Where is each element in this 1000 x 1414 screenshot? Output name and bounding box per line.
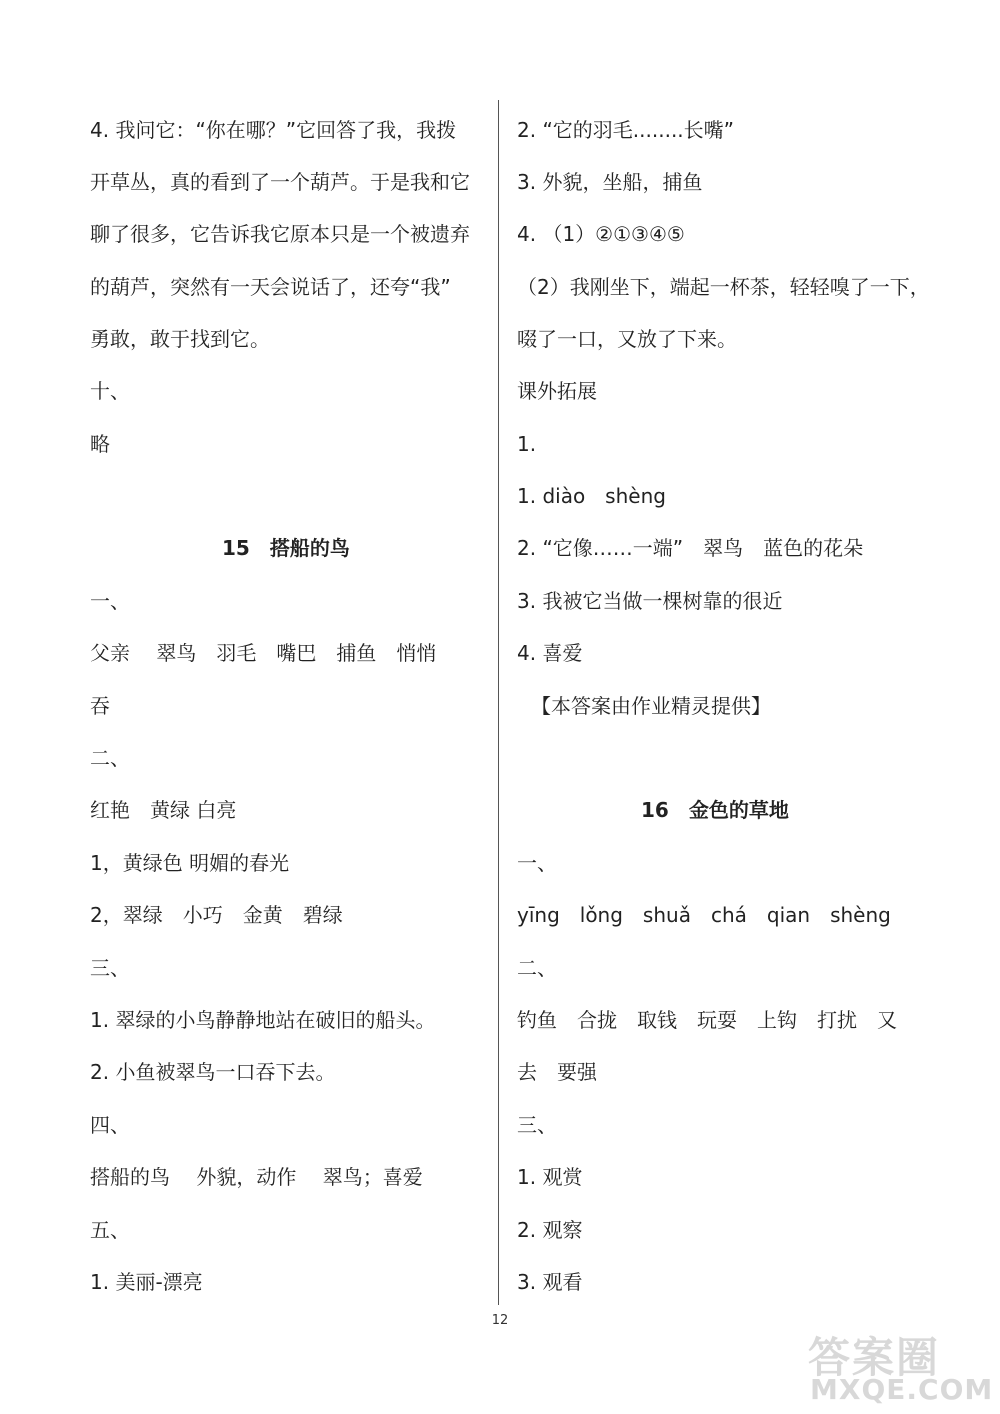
- answer-line: 3. 观看: [517, 1270, 583, 1294]
- section-number: 一、: [517, 851, 557, 875]
- answer-line: 红艳 黄绿 白亮: [90, 798, 237, 822]
- answer-line: yīng lǒng shuǎ chá qian shèng: [517, 903, 891, 927]
- section-heading: 课外拓展: [517, 379, 597, 403]
- answer-line: 3. 外貌，坐船，捕鱼: [517, 170, 703, 194]
- section-number: 五、: [90, 1218, 130, 1242]
- section-number: 十、: [90, 379, 130, 403]
- answer-line: 1. 翠绿的小鸟静静地站在破旧的船头。: [90, 1008, 436, 1032]
- answer-line: 去 要强: [517, 1060, 597, 1084]
- lesson-title: 16 金色的草地: [641, 798, 789, 822]
- page-number: 12: [491, 1313, 509, 1328]
- answer-line: 2. 观察: [517, 1218, 583, 1242]
- answer-line: 3. 我被它当做一棵树靠的很近: [517, 589, 783, 613]
- section-number: 二、: [517, 956, 557, 980]
- source-note: 【本答案由作业精灵提供】: [531, 694, 771, 718]
- answer-line: 2，翠绿 小巧 金黄 碧绿: [90, 903, 343, 927]
- answer-line: 2. “它像……一端” 翠鸟 蓝色的花朵: [517, 536, 864, 560]
- watermark-logo: [800, 1325, 994, 1407]
- section-number: 三、: [90, 956, 130, 980]
- section-number: 二、: [90, 746, 130, 770]
- answer-line: 略: [90, 432, 110, 456]
- answer-line: 开草丛，真的看到了一个葫芦。于是我和它: [90, 170, 470, 194]
- section-number: 三、: [517, 1113, 557, 1137]
- answer-line: 聊了很多，它告诉我它原本只是一个被遗弃: [90, 222, 470, 246]
- answer-line: 的葫芦，突然有一天会说话了，还夸“我”: [90, 275, 451, 299]
- answer-line: 4. （1）②①③④⑤: [517, 222, 685, 246]
- answer-line: 4. 喜爱: [517, 641, 583, 665]
- answer-line: 1. 观赏: [517, 1165, 583, 1189]
- answer-line: 勇敢，敢于找到它。: [90, 327, 270, 351]
- answer-line: 1，黄绿色 明媚的春光: [90, 851, 290, 875]
- lesson-title: 15 搭船的鸟: [222, 536, 350, 560]
- answer-line: 钓鱼 合拢 取钱 玩耍 上钩 打扰 又: [517, 1008, 897, 1032]
- section-number: 四、: [90, 1113, 130, 1137]
- answer-line: 2. 小鱼被翠鸟一口吞下去。: [90, 1060, 336, 1084]
- column-divider: [498, 100, 499, 1305]
- answer-line: 1. 美丽-漂亮: [90, 1270, 203, 1294]
- answer-line: 啜了一口，又放了下来。: [517, 327, 737, 351]
- answer-line: 吞: [90, 694, 110, 718]
- answer-line: 搭船的鸟 外貌，动作 翠鸟；喜爱: [90, 1165, 423, 1189]
- answer-line: 1. diào shèng: [517, 484, 666, 508]
- answer-line: 2. “它的羽毛........长嘴”: [517, 118, 735, 142]
- answer-line: （2）我刚坐下，端起一杯茶，轻轻嗅了一下，: [517, 275, 930, 299]
- section-number: 一、: [90, 589, 130, 613]
- section-number: 1.: [517, 432, 537, 456]
- watermark-title: 答案圈: [808, 1333, 941, 1382]
- answer-line: 4. 我问它：“你在哪？”它回答了我，我拨: [90, 118, 457, 142]
- answer-line: 父亲 翠鸟 羽毛 嘴巴 捕鱼 悄悄: [90, 641, 437, 665]
- watermark-url: MXQE.COM: [810, 1373, 994, 1406]
